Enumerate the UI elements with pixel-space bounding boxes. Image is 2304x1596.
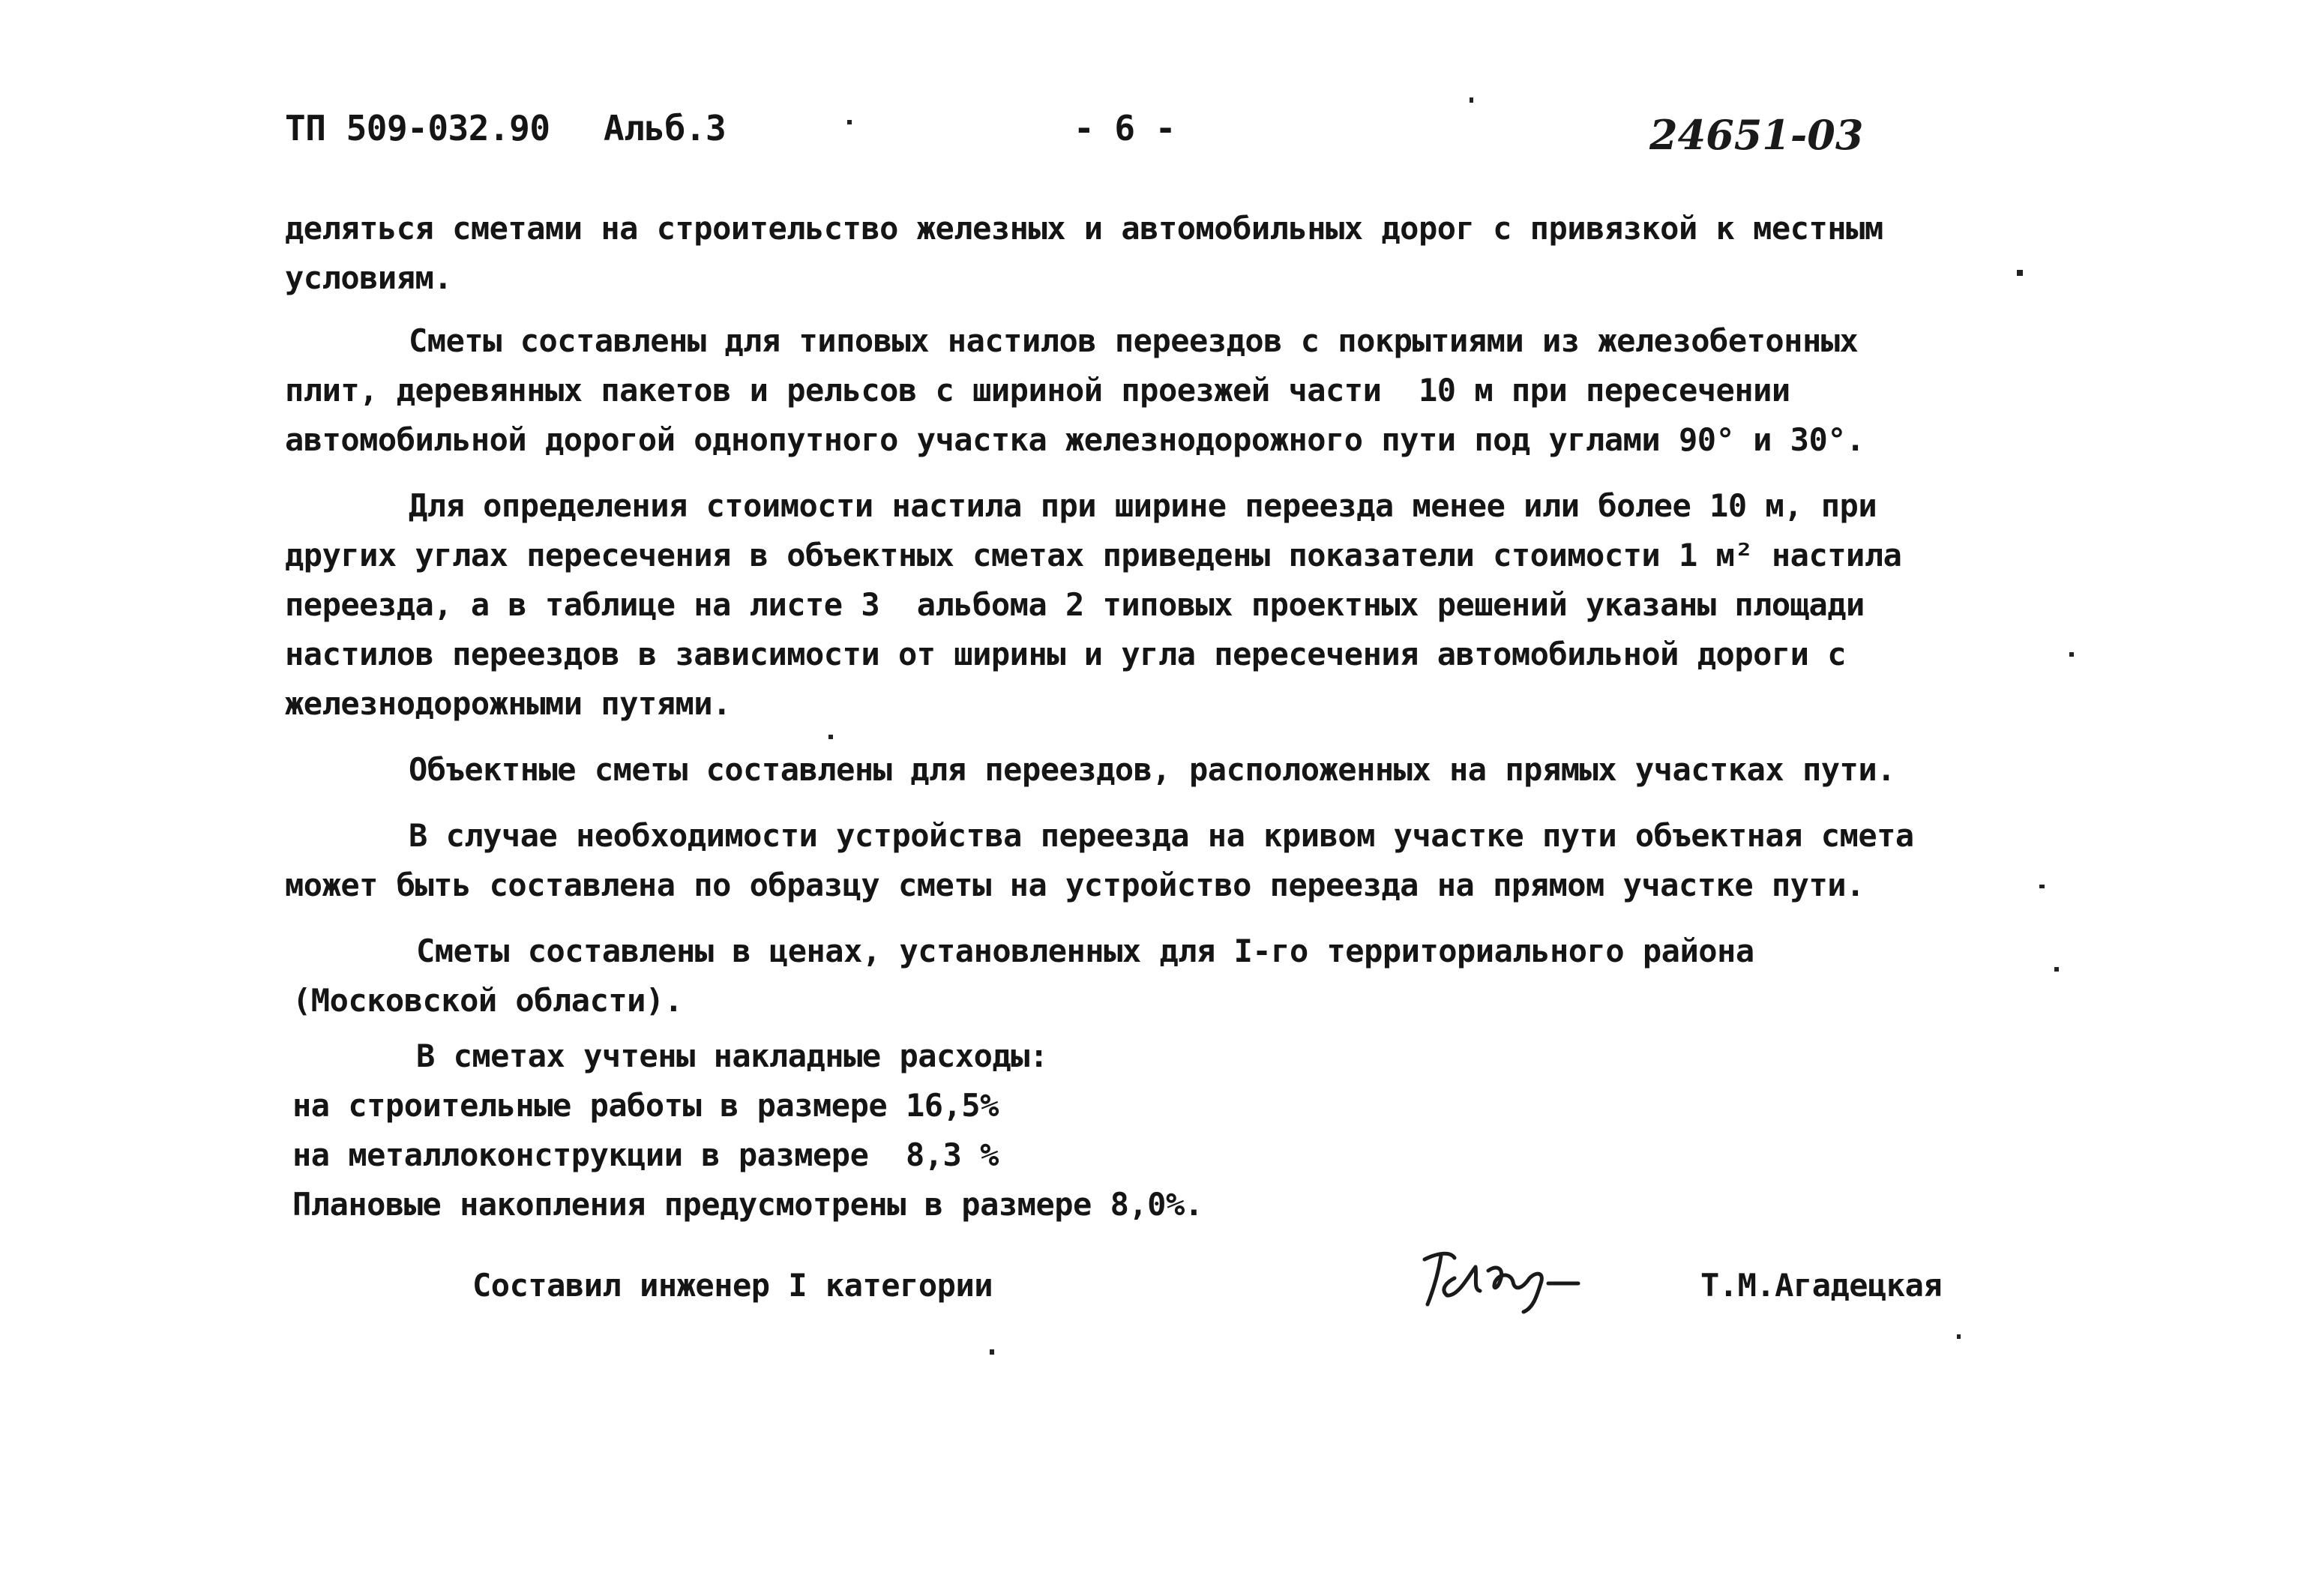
paragraph-6-line-2: (Московской области). (292, 982, 683, 1019)
scan-speck (2017, 270, 2023, 276)
scan-speck (2054, 967, 2059, 972)
paragraph-2-line-3: автомобильной дорогой однопутного участка железнодорожного пути под углами 90° и 30°. (285, 421, 1865, 458)
handwritten-signature (1417, 1237, 1649, 1319)
signatory-name: Т.М.Агадецкая (1700, 1267, 1943, 1304)
overhead-construction: на строительные работы в размере 16,5% (292, 1087, 999, 1124)
overheads-heading: В сметах учтены накладные расходы: (416, 1038, 1048, 1074)
scan-speck (2039, 885, 2045, 888)
paragraph-3-line-5: железнодорожными путями. (285, 685, 731, 722)
paragraph-5-line-2: может быть составлена по образцу сметы на устройство переезда на прямом участке пути. (285, 867, 1865, 903)
paragraph-4-line-1: Объектные сметы составлены для переездов, расположенных на прямых участках пути. (409, 751, 1895, 788)
scan-speck (828, 735, 833, 739)
paragraph-3-line-1: Для определения стоимости настила при ширине переезда менее или более 10 м, при (409, 487, 1877, 524)
scan-speck (847, 120, 852, 124)
page-number: - 6 - (1074, 108, 1176, 148)
overhead-metal: на металлоконструкции в размере 8,3 % (292, 1136, 999, 1173)
paragraph-1-line-2: условиям. (285, 259, 453, 296)
scan-speck (1470, 97, 1473, 103)
paragraph-2-line-2: плит, деревянных пакетов и рельсов с шириной проезжей части 10 м при пересечении (285, 372, 1790, 409)
paragraph-6-line-1: Сметы составлены в ценах, установленных для I-го территориального района (416, 933, 1754, 969)
paragraph-2-line-1: Сметы составлены для типовых настилов переездов с покрытиями из железобетонных (409, 322, 1859, 359)
paragraph-1-line-1: делятьcя сметами на строительство железных и автомобильных дорог с привязкой к местным (285, 210, 1883, 247)
paragraph-3-line-3: переезда, а в таблице на листе 3 альбома 2 типовых проектных решений указаны площади (285, 586, 1865, 623)
header-album: Альб.3 (604, 108, 727, 148)
document-number: 24651-03 (1649, 111, 1864, 159)
scan-speck (1957, 1334, 1961, 1339)
header-code: ТП 509-032.90 (285, 108, 550, 148)
planned-savings: Плановые накопления предусмотрены в размере 8,0%. (292, 1186, 1203, 1223)
scan-speck (990, 1349, 994, 1355)
paragraph-3-line-4: настилов переездов в зависимости от ширины и угла пересечения автомобильной дороги с (285, 636, 1847, 672)
paragraph-3-line-2: других углах пересечения в объектных сметах приведены показатели стоимости 1 м² настила (285, 537, 1902, 573)
compiled-by-label: Составил инженер I категории (472, 1267, 993, 1304)
paragraph-5-line-1: В случае необходимости устройства переезда на кривом участке пути объектная смета (409, 817, 1914, 854)
scan-speck (2069, 652, 2074, 657)
